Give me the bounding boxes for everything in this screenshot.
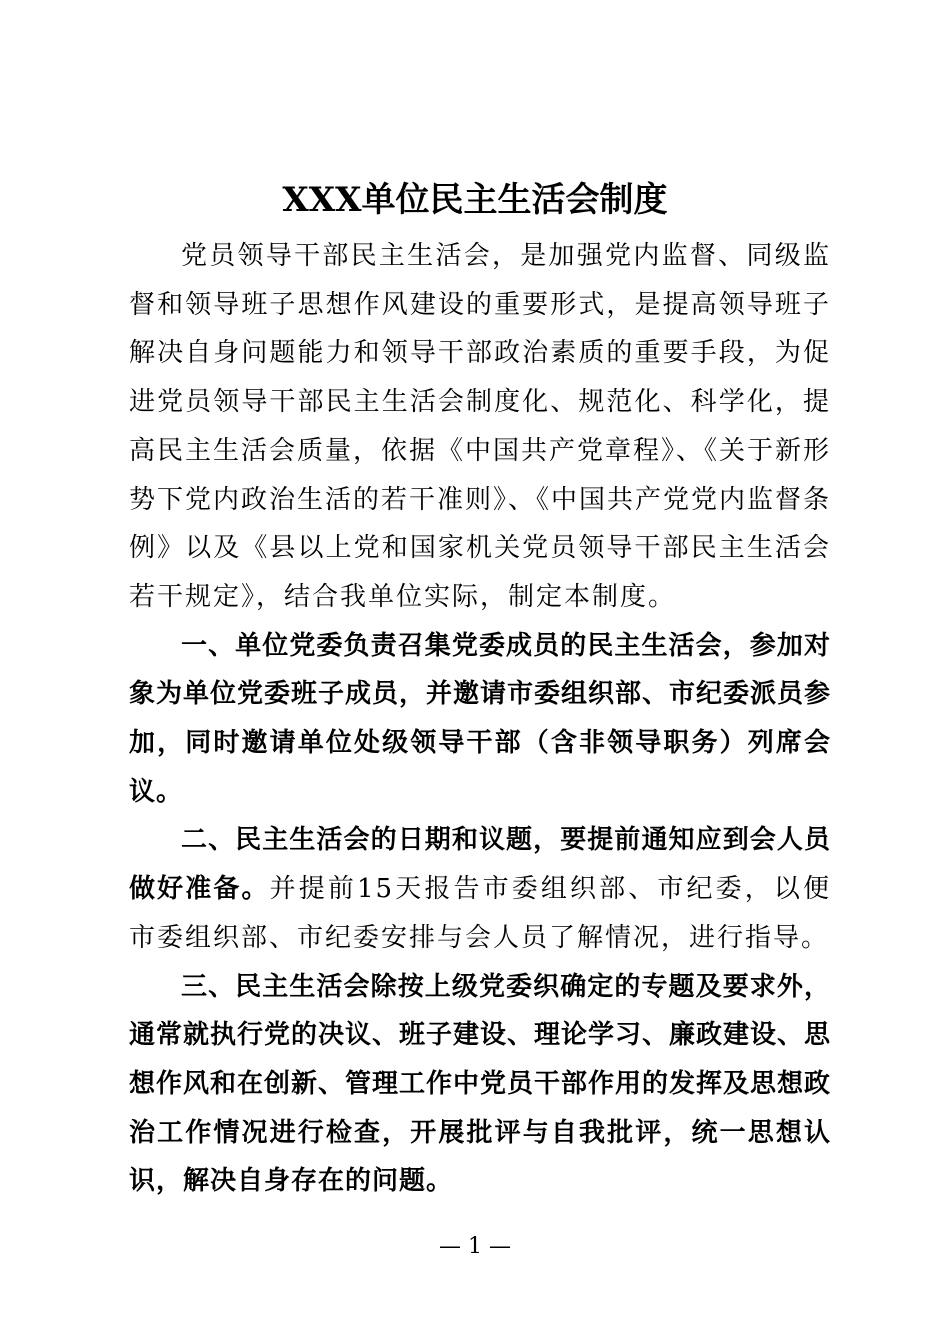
article-2-lead: 二、民主生活会的日期和议题，要提前通知应到会人员做好准备。	[129, 825, 831, 905]
page-number: — 1 —	[439, 1234, 511, 1259]
document-body	[129, 232, 831, 1206]
article-3-paragraph: 三、民主生活会除按上级党委织确定的专题及要求外，通常就执行党的决议、班子建设、理论学习、廉政建设、思想作风和在创新、管理工作中党员干部作用的发挥及思想政治工作情况进行检查，开展批评与自我批评，统一思想认识，解决自身存在的问题。	[129, 971, 832, 1197]
article-2-rest: 并提前15天报告市委组织部、市纪委，以便市委组织部、市纪委安排与会人员了解情况，进行指导。	[129, 874, 831, 953]
article-2-paragraph	[129, 816, 831, 962]
article-1-paragraph: 一、单位党委负责召集党委成员的民主生活会，参加对象为单位党委班子成员，并邀请市委组织部、市纪委派员参加，同时邀请单位处级领导干部（含非领导职务）列席会议。	[129, 630, 832, 807]
intro-paragraph: 党员领导干部民主生活会，是加强党内监督、同级监督和领导班子思想作风建设的重要形式，是提高领导班子解决自身问题能力和领导干部政治素质的重要手段，为促进党员领导干部民主生活会制度化、规范化、科学化，提高民主生活会质量，依据《中国共产党章程》、《关于新形势下党内政治生活的若干准则》、《中国共产党党内监督条例》以及《县以上党和国家机关党员领导干部民主生活会若干规定》，结合我单位实际，制定本制度。	[129, 241, 832, 612]
document-title: XXX单位民主生活会制度	[282, 180, 668, 220]
